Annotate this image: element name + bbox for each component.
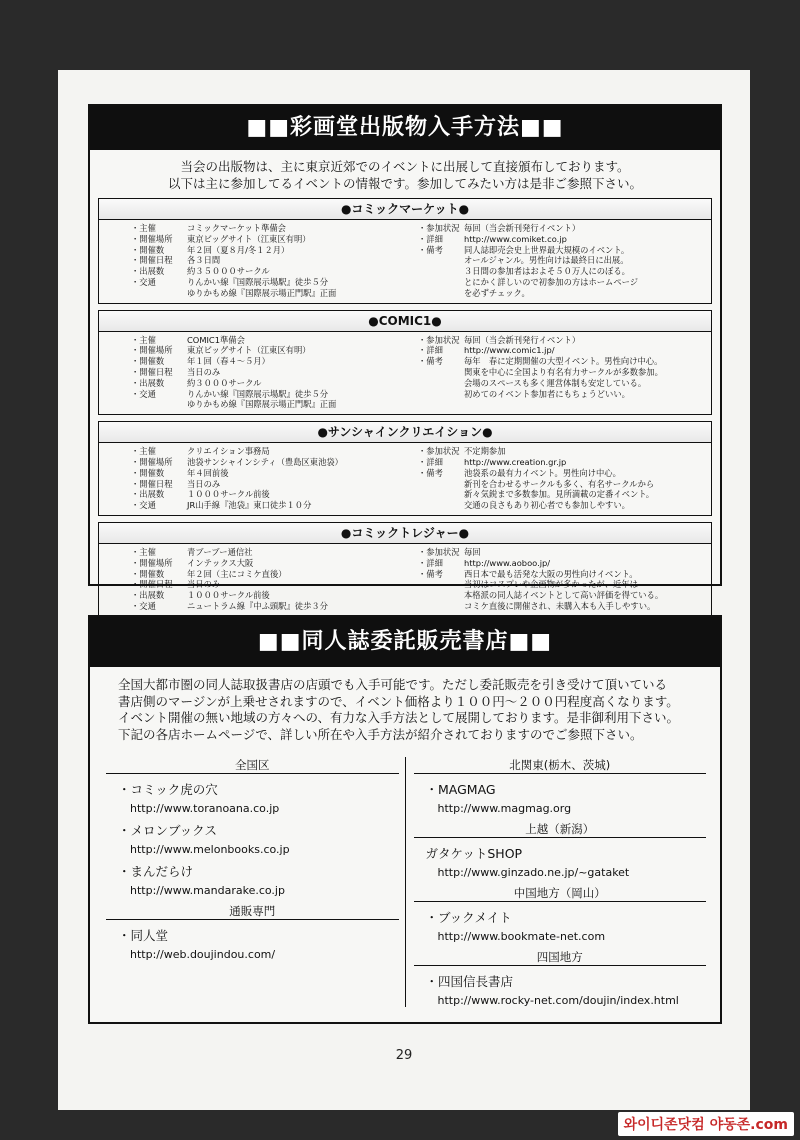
info-value: ゆりかもめ線『国際展示場正門駅』正面 [187,399,337,410]
info-value: 約３０００サークル [187,377,262,388]
info-value: １０００サークル前後 [187,489,270,500]
info-value: 毎年 春に定期開催の大型イベント。男性向け中心。 [464,356,663,367]
info-key: ・開催日程 [131,579,173,590]
intro-line: 全国大都市圏の同人誌取扱書店の店頭でも入手可能です。ただし委託販売を引き受けて頂いている [118,677,668,692]
info-key: ・主催 [131,446,156,457]
info-key [418,590,464,601]
event-name: ●コミックトレジャー● [99,523,711,544]
region-heading: 通販専門 [106,903,399,920]
info-value: を必ずチェック。 [464,287,530,298]
event-name: ●サンシャインクリエイション● [99,422,711,443]
info-key: ・詳細 [418,345,443,356]
event-section-title: ■■彩画堂出版物入手方法■■ [90,106,720,150]
event-info-left [131,547,418,612]
info-value: オールジャンル。男性向けは最終日に出展。 [464,255,629,266]
info-key: ・出展数 [131,377,165,388]
region-heading: 四国地方 [414,949,707,966]
info-value: 東京ビッグサイト（江東区有明） [187,345,311,356]
info-key: ・開催日程 [131,478,173,489]
info-value: http://www.creation.gr.jp [464,456,567,467]
info-key: ・開催場所 [131,233,173,244]
info-value: 会場のスペースも多く運営体制も安定している。 [464,377,647,388]
info-value: りんかい線『国際展示場駅』徒歩５分 [187,276,329,287]
page-number: 29 [395,1048,413,1063]
info-key [418,255,464,266]
info-value: コミケ直後に開催され、未購入本も入手しやすい。 [464,600,656,611]
info-key: ・開催数 [131,568,165,579]
shop-url: http://www.mandarake.co.jp [130,884,285,897]
info-value: JR山手線『池袋』東口徒歩１０分 [187,500,312,511]
info-value: 池袋サンシャインシティ（豊島区東池袋） [187,456,343,467]
info-value: 新々気鋭まで多数参加。見所満載の定番イベント。 [464,489,655,500]
info-key: ・備考 [418,467,443,478]
region-heading: 北関東(栃木、茨城) [414,757,707,774]
event-block [98,310,712,416]
shop-url: http://www.bookmate-net.com [437,930,606,943]
region-heading: 上越（新潟） [414,821,707,838]
info-value: 関東を中心に全国より有名有力サークルが多数参加。 [464,366,663,377]
event-name: ●COMIC1● [99,311,711,332]
info-key: ・参加状況 [418,546,460,557]
info-value: 毎回（当会新刊発行イベント） [464,334,581,345]
info-key: ・開催日程 [131,366,173,377]
shop-name: ・まんだらけ [118,864,194,879]
info-key: ・交通 [131,276,156,287]
info-key: ・開催数 [131,356,165,367]
shop-column-right [405,757,707,1007]
info-key [418,288,464,299]
info-value: 当日のみ [187,366,221,377]
info-key: ・主催 [131,546,156,557]
intro-line: 下記の各店ホームページで、詳しい所在や入手方法が紹介されておりますのでご参照下さい。 [118,726,643,742]
info-value: りんかい線『国際展示場駅』徒歩５分 [187,388,329,399]
shop-list [106,757,706,1007]
info-key: ・詳細 [418,233,443,244]
info-key: ・備考 [418,244,443,255]
info-value: 初めてのイベント参加者にもちょうどいい。 [464,388,630,399]
info-value: 池袋系の最有力イベント。男性向け中心。 [464,467,621,478]
event-info-left [131,446,418,511]
info-value: 新刊を合わせるサークルも多く、有名サークルから [464,478,655,489]
info-key [418,579,464,590]
info-key [418,489,464,500]
shop-url: http://www.melonbooks.co.jp [130,843,290,856]
shop-url: http://www.rocky-net.com/doujin/index.html [437,994,679,1007]
info-key: ・詳細 [418,557,443,568]
info-key: ・開催日程 [131,255,173,266]
info-key: ・開催数 [131,467,165,478]
shop-section [88,615,722,1024]
info-key [418,277,464,288]
shop-url: http://www.ginzado.ne.jp/~gataket [437,866,630,879]
info-value: ３日間の参加者はおよそ５０万人にのぼる。 [464,266,630,277]
info-key: ・出展数 [131,266,165,277]
info-value: 毎回 [464,546,481,557]
event-block [98,522,712,617]
event-info-right [418,446,705,511]
intro-line: 当会の出版物は、主に東京近郊でのイベントに出展して直接頒布しております。 [180,159,630,174]
event-section-intro [100,158,710,192]
info-value: 不定期参加 [464,446,506,457]
shop-url: http://www.magmag.org [437,802,572,815]
shop-name: ・ブックメイト [425,910,512,925]
event-info-left [131,335,418,411]
info-key: ・詳細 [418,456,443,467]
info-value: 年４回前後 [187,467,229,478]
shop-name: ・メロンブックス [118,823,218,838]
region-heading: 中国地方（岡山） [414,885,707,902]
info-key: ・開催場所 [131,456,173,467]
info-value: ニュートラム線『中ふ頭駅』徒歩３分 [187,600,328,611]
info-key [131,288,187,299]
info-key: ・開催場所 [131,557,173,568]
intro-line: 以下は主に参加してるイベントの情報です。参加してみたい方は是非ご参照下さい。 [167,176,642,191]
watermark[interactable]: 와이디존닷컴 야동존.com [618,1112,794,1136]
shop-name: ・コミック虎の穴 [118,782,218,797]
info-value: 東京ビッグサイト（江東区有明） [187,233,311,244]
info-value: COMIC1準備会 [187,334,245,345]
info-value: 約３５０００サークル [187,266,270,277]
info-value: 年２回（夏８月/冬１２月） [187,244,290,255]
region-heading: 全国区 [106,757,399,774]
info-value: http://www.comiket.co.jp [464,233,567,244]
shop-name: ・MAGMAG [425,782,496,797]
info-value: http://www.aoboo.jp/ [464,557,551,568]
info-key: ・参加状況 [418,223,460,233]
info-key: ・開催場所 [131,345,173,356]
event-name: ●コミックマーケット● [99,199,711,220]
info-value: 年２回（主にコミケ直後） [187,568,287,579]
info-value: 本格派の同人誌イベントとして高い評価を得ている。 [464,590,664,601]
info-value: 同人誌即売会史上世界最大規模のイベント。 [464,244,630,255]
info-key [418,367,464,378]
info-key [418,389,464,400]
shop-section-title: ■■同人誌委託販売書店■■ [90,617,720,667]
info-key: ・備考 [418,356,443,367]
event-block [98,198,712,304]
info-value: 青ブーブー通信社 [187,546,253,557]
info-key [418,500,464,511]
event-block [98,421,712,516]
info-key [418,479,464,490]
info-value: とにかく詳しいので初参加の方はホームページ [464,276,639,287]
shop-url: http://www.toranoana.co.jp [130,802,280,815]
event-info-right [418,335,705,411]
info-key [418,266,464,277]
info-value: インテックス大阪 [187,557,254,568]
info-value: 毎回（当会新刊発行イベント） [464,223,581,233]
info-value: 当日のみ [187,478,221,489]
info-key: ・交通 [131,500,156,511]
info-key [418,601,464,612]
shop-name: ・四国信長書店 [425,974,514,989]
shop-name: ・同人堂 [118,928,169,943]
info-key: ・交通 [131,388,156,399]
shop-section-intro [118,677,710,743]
info-key: ・備考 [418,568,443,579]
info-value: 交通の良さもあり初心者でも参加しやすい。 [464,500,630,511]
info-value: コミックマーケット準備会 [187,223,286,233]
info-value: 各３日間 [187,255,221,266]
info-key: ・出展数 [131,489,165,500]
info-key: ・出展数 [131,590,165,601]
info-value: １０００サークル前後 [187,590,270,601]
info-value: 当初はコスプレや企画物が多かったが、近年は [464,579,638,590]
info-key: ・参加状況 [418,334,460,345]
event-section [88,104,722,611]
info-key: ・参加状況 [418,446,460,457]
info-key: ・主催 [131,334,156,345]
info-value: 当日のみ [187,579,221,590]
info-key [131,399,187,410]
shop-column-left [106,757,405,1007]
info-key: ・主催 [131,223,156,233]
info-value: クリエイション事務局 [187,446,270,457]
info-value: http://www.comic1.jp/ [464,345,555,356]
event-info-left [131,223,418,299]
info-value: ゆりかもめ線『国際展示場正門駅』正面 [187,287,337,298]
shop-url: http://web.doujindou.com/ [130,948,276,961]
event-info-right [418,547,705,612]
info-value: 西日本で最も活発な大阪の男性向けイベント。 [464,568,638,579]
info-key: ・交通 [131,600,156,611]
info-key: ・開催数 [131,244,165,255]
intro-line: 書店側のマージンが上乗せされますので、イベント価格より１００円～２００円程度高くなります。 [118,693,679,709]
intro-line: イベント開催の無い地域の方々への、有力な入手方法として展開しております。是非御利用下さい。 [118,710,680,725]
event-info-right [418,223,705,299]
info-key [418,378,464,389]
document-page [58,70,750,1110]
info-value: 年１回（春４～５月） [187,356,270,367]
shop-name: ガタケットSHOP [425,846,523,861]
